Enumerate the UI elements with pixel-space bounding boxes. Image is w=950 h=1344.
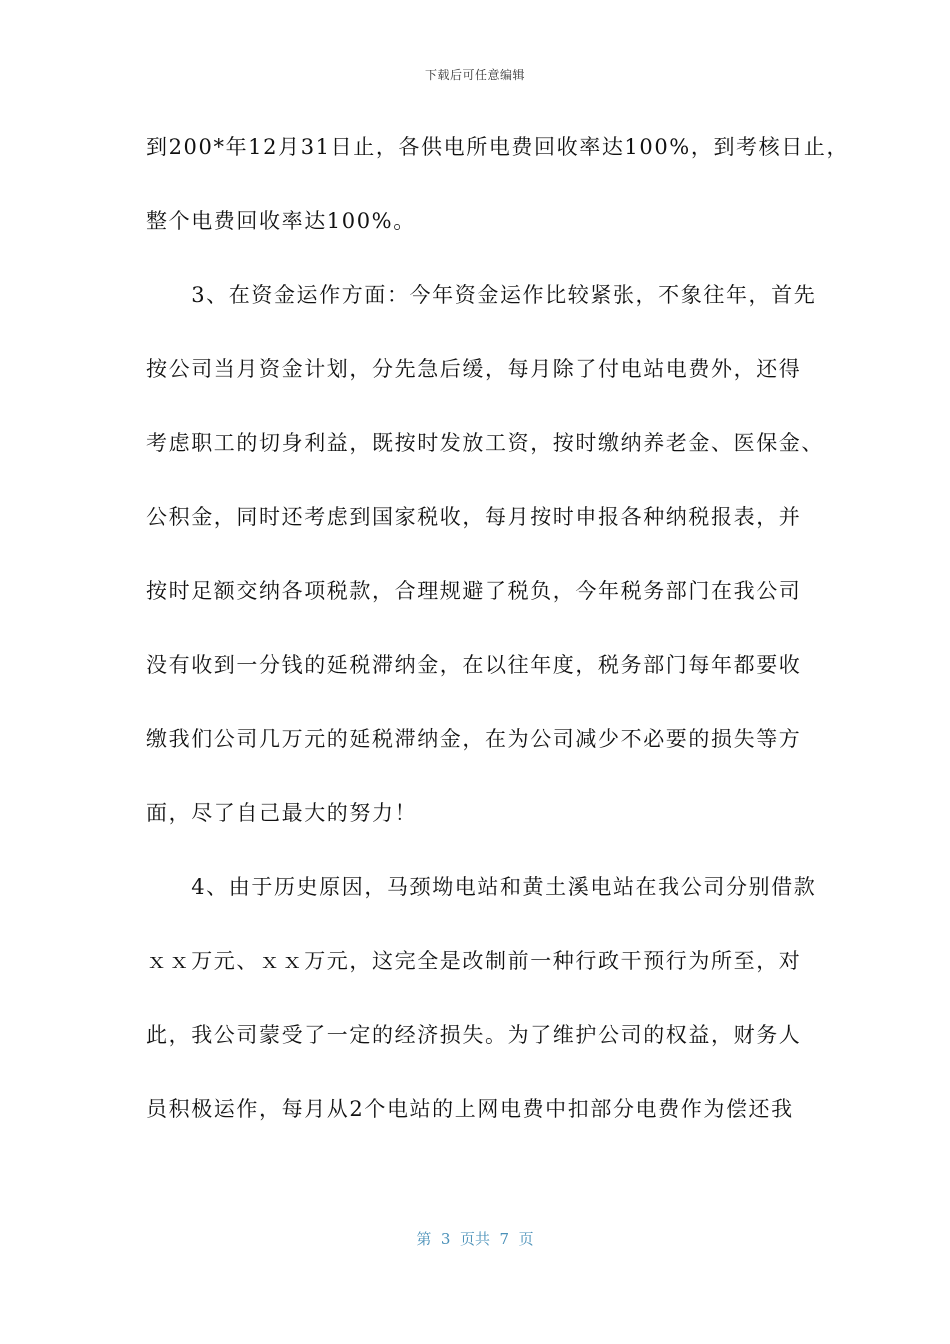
document-body bbox=[146, 120, 850, 1156]
body-line: ｘｘ万元、ｘｘ万元，这完全是改制前一种行政干预行为所至，对 bbox=[146, 949, 802, 973]
page-number-footer: 第 3 页共 7 页 bbox=[416, 1230, 534, 1248]
body-line: 员积极运作，每月从2个电站的上网电费中扣部分电费作为偿还我 bbox=[146, 1097, 794, 1121]
body-line: 整个电费回收率达100%。 bbox=[146, 209, 416, 233]
body-line: 缴我们公司几万元的延税滞纳金，在为公司减少不必要的损失等方 bbox=[146, 727, 802, 751]
body-line: 考虑职工的切身利益，既按时发放工资，按时缴纳养老金、医保金、 bbox=[146, 431, 824, 455]
body-line: 3、在资金运作方面：今年资金运作比较紧张，不象往年，首先 bbox=[146, 283, 817, 307]
body-line: 公积金，同时还考虑到国家税收，每月按时申报各种纳税报表，并 bbox=[146, 505, 802, 529]
body-line: 按公司当月资金计划，分先急后缓，每月除了付电站电费外，还得 bbox=[146, 357, 802, 381]
body-line: 此，我公司蒙受了一定的经济损失。为了维护公司的权益，财务人 bbox=[146, 1023, 802, 1047]
page-header: 下载后可任意编辑 bbox=[424, 68, 525, 82]
body-line: 4、由于历史原因，马颈坳电站和黄土溪电站在我公司分别借款 bbox=[146, 875, 817, 899]
body-line: 没有收到一分钱的延税滞纳金，在以往年度，税务部门每年都要收 bbox=[146, 653, 802, 677]
body-line: 面，尽了自己最大的努力！ bbox=[146, 801, 418, 825]
body-line: 按时足额交纳各项税款，合理规避了税负，今年税务部门在我公司 bbox=[146, 579, 802, 603]
body-line: 到200*年12月31日止，各供电所电费回收率达100%，到考核日止， bbox=[146, 135, 850, 159]
